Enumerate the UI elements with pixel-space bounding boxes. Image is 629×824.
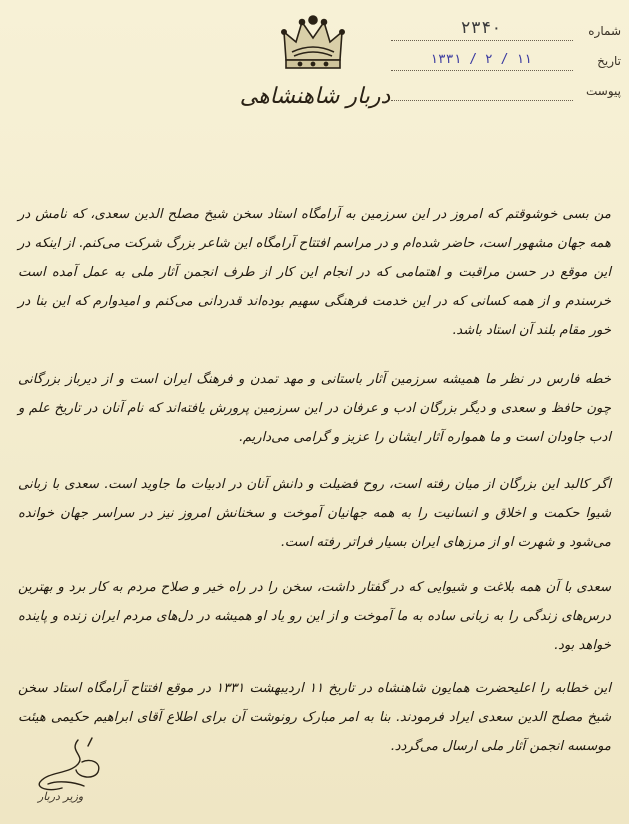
letter-body [18,200,611,765]
date-line [391,70,573,71]
crown-emblem-icon [278,12,348,74]
letter-number: ۲۳۴۰ [460,18,502,38]
court-title: دربار شاهنشاهی [239,84,391,109]
number-line [391,40,573,41]
paragraph-2: خطه فارس در نظر ما همیشه سرزمین آثار باستانی و مهد تمدن و فرهنگ ایران است و از دیرباز بزرگانی چون حافظ و سعدی و دیگر بزرگان ادب و عرفان در این سرزمین پرورش یافته‌اند که نام آنان در تاریخ علم و ادب جاودان است و ما همواره آثار ایشان را عزیز و گرامی می‌داریم. [18,372,611,445]
date-row [391,48,621,78]
paragraph-5: این خطابه را اعلیحضرت همایون شاهنشاه در تاریخ ۱۱ اردیبهشت ۱۳۳۱ در موقع افتتاح آرامگاه استاد سخن شیخ مصلح الدین سعدی ایراد فرمودند. بنا به امر مبارک رونوشت آن برای اطلاع آقای ابراهیم حکیمی هیئت موسسه انجمن آثار ملی ارسال می‌گردد. [18,681,611,754]
number-label: شماره [588,24,621,38]
paragraph-4: سعدی با آن همه بلاغت و شیوایی که در گفتار داشت، سخن را در راه خیر و صلاح مردم به کار برد و بهترین درس‌های زندگی را به زبانی ساده به ما آموخت و از این رو یاد او همیشه در دل‌های مردم ایران زنده و پاینده خواهد بود. [18,580,611,653]
number-row [391,18,621,48]
paragraph-1: من بسی خوشوقتم که امروز در این سرزمین به آرامگاه استاد سخن شیخ مصلح الدین سعدی، که نامش در همه جهان مشهور است، حاضر شده‌ام و در مراسم افتتاح آرامگاه این شاعر بزرگ شرکت می‌کنم. از اینکه در این موقع در حسن مراقبت و اهتمامی که در انجام این کار از طرف انجمن آثار ملی به عمل آمده است خرسندم و از همه کسانی که در این خدمت فرهنگی سهیم بوده‌اند قدردانی می‌کنم و امیدوارم که این بنا در خور مقام بلند آن استاد باشد. [18,207,611,338]
signature-caption: وزیر دربار [38,790,84,803]
attachment-label: پیوست [586,84,621,98]
letter-date: ۱۳۳۱ / ۲ / ۱۱ [430,52,532,67]
date-label: تاریخ [597,54,621,68]
paragraph-3: اگر کالبد این بزرگان از میان رفته است، روح فضیلت و دانش آنان در ادبیات ما جاوید است. سعدی با زبانی شیوا حکمت و اخلاق و انسانیت را به همه جهانیان آموخت و سخنانش امروز نیز در سراسر جهان خوانده می‌شود و شهرت او از مرزهای ایران بسیار فراتر رفته است. [18,477,611,550]
